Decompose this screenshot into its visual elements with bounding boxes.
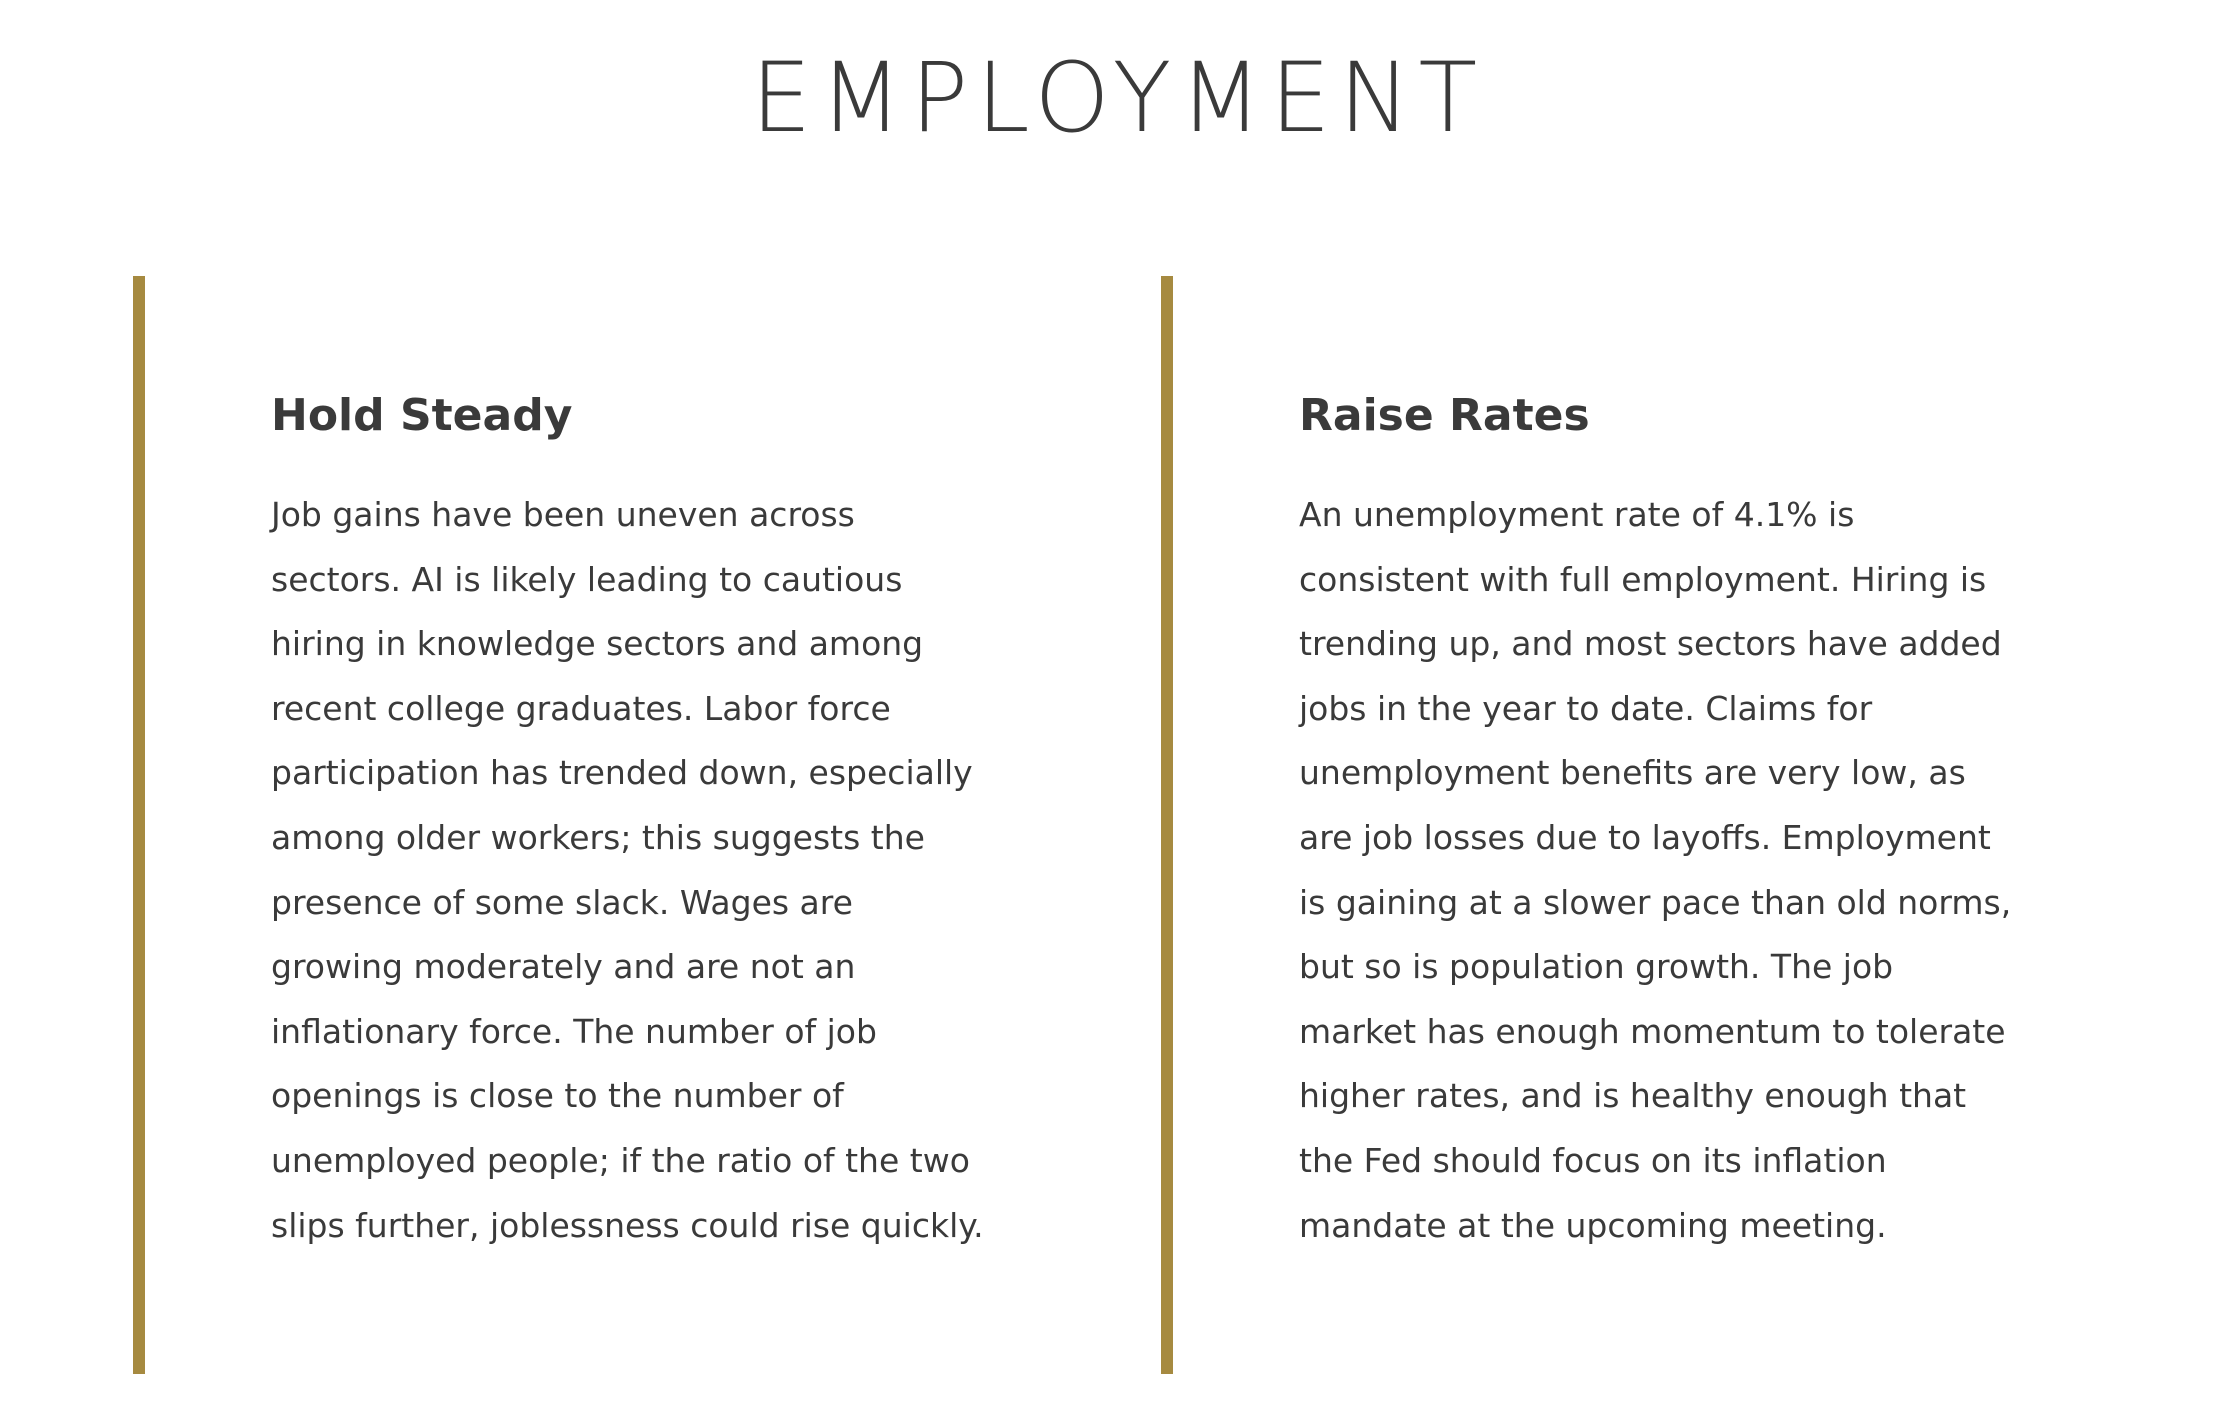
body-line: jobs in the year to date. Claims for [1299,688,1873,728]
raise-rates-body [1299,483,2019,1258]
body-line: trending up, and most sectors have added [1299,624,2002,664]
page-title: EMPLOYMENT [750,42,1486,154]
body-line: presence of some slack. Wages are [271,882,853,922]
body-line: is gaining at a slower pace than old norms, [1299,882,2012,922]
body-line: but so is population growth. The job [1299,947,1894,987]
raise-rates-heading: Raise Rates [1299,390,1590,441]
body-line: are job losses due to layoffs. Employment [1299,817,1991,857]
body-line: unemployment benefits are very low, as [1299,753,1966,793]
raise-rates-column [1161,276,2161,1374]
body-line: An unemployment rate of 4.1% is [1299,495,1855,534]
body-line: participation has trended down, especially [271,753,973,793]
body-line: mandate at the upcoming meeting. [1299,1205,1887,1245]
body-line: slips further, joblessness could rise quickly. [271,1205,984,1245]
hold-steady-body [271,483,991,1258]
body-line: sectors. AI is likely leading to cautious [271,559,903,599]
body-line: among older workers; this suggests the [271,817,925,857]
body-line: Job gains have been uneven across [271,495,855,534]
body-line: growing moderately and are not an [271,947,856,987]
body-line: higher rates, and is healthy enough that [1299,1076,1967,1116]
body-line: recent college graduates. Labor force [271,688,891,728]
hold-steady-heading: Hold Steady [271,390,573,441]
body-line: unemployed people; if the ratio of the two [271,1140,970,1180]
body-line: market has enough momentum to tolerate [1299,1011,2006,1051]
body-line: the Fed should focus on its inflation [1299,1140,1887,1180]
body-line: hiring in knowledge sectors and among [271,624,924,664]
body-line: consistent with full employment. Hiring is [1299,559,1987,599]
hold-steady-column [133,276,1133,1374]
body-line: inflationary force. The number of job [271,1011,877,1051]
body-line: openings is close to the number of [271,1076,844,1116]
